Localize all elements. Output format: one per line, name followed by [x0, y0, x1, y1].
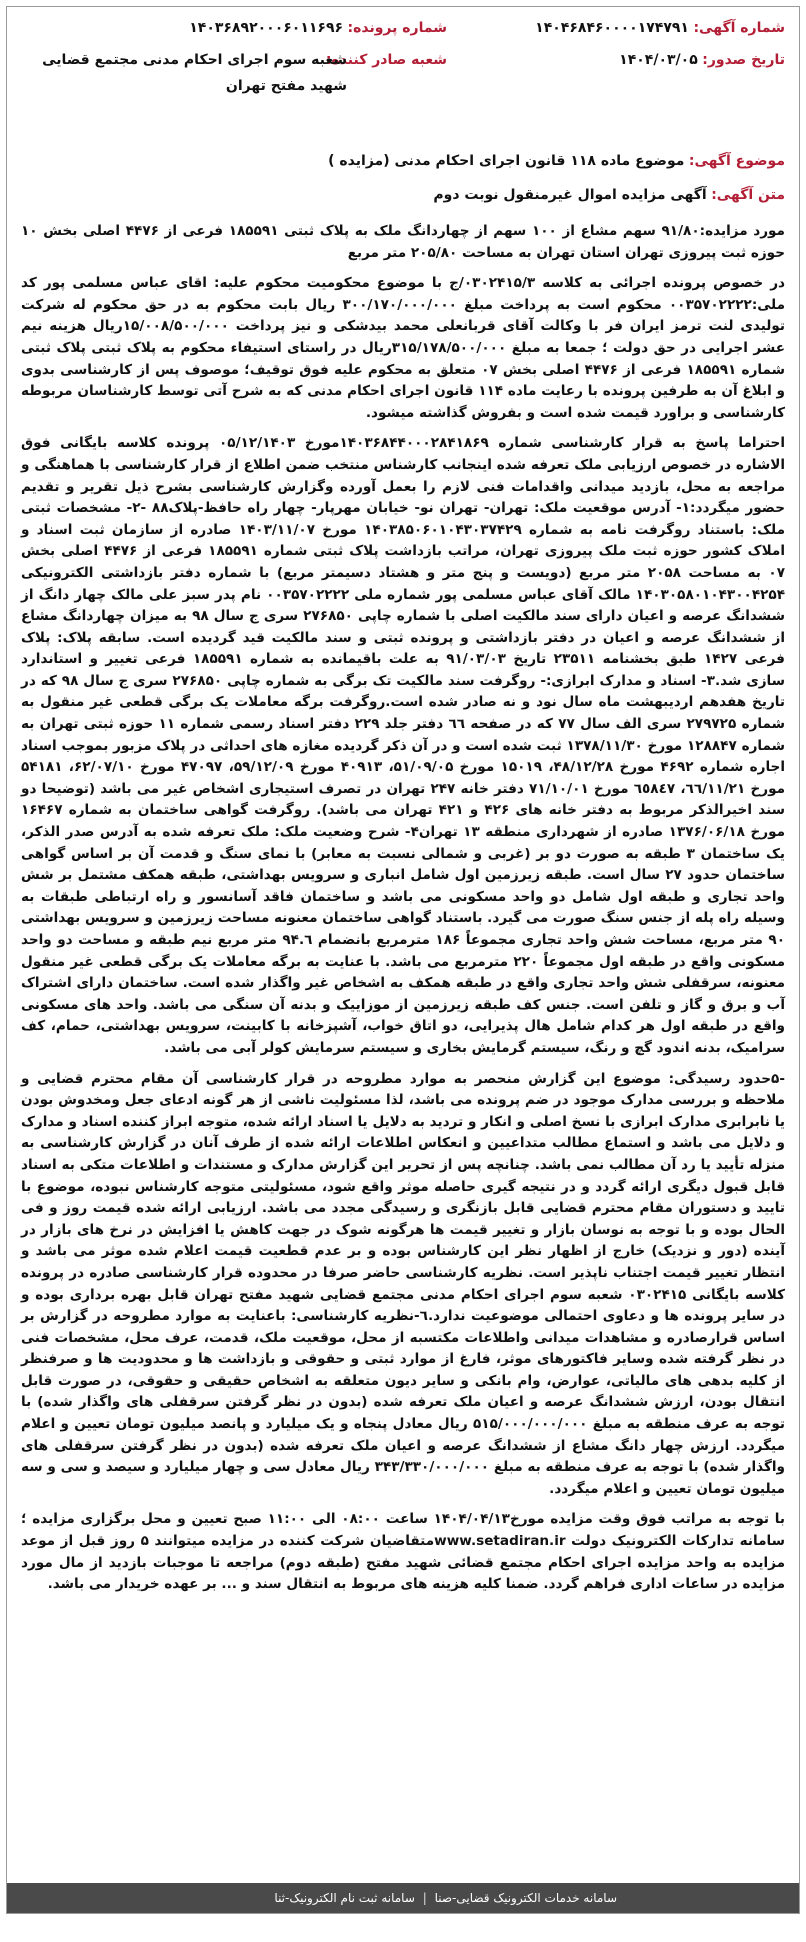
paragraph-expert-opinion: -۵حدود رسیدگی: موضوع این گزارش منحصر به موارد مطروحه در قرار کارشناسی آن مقام محترم قضایی و ملاحظه و بررسی مدارک موجود در ضم پرونده می باشد، لذا مسئولیت ناشی از هر گونه ادعای جعل ومخدوش بودن یا نابرابری مدارک ابرازی با نسخ اصلی و انکار و تردید به دلایل یا اسناد ارائه شده، متوجه ابراز کننده اسناد و مدارک و دلایل می باشد و استماع مطالب متداعیین و انعکاس اطلاعات ارائه شده از طرف آنان در گزارش کارشناسی به منزله تأیید یا رد آن مطالب نمی باشد. چنانچه پس از تحریر این گزارش مدارک و مستندات و اطلاعات متکی به اسناد قابل قبول دیگری ارائه گردد و در نتیجه گیری حاصله موثر واقع شود، مسئولیتی متوجه کارشناس نبوده، موضوع با تایید و دستوران مقام محترم قضایی قابل بازنگری و رسیدگی مجدد می باشد. ارزیابی ارائه شده قیمت روز و فی الحال بوده و با توجه به نوسان بازار و تغییر قیمت ها هرگونه شوک در جهت کاهش یا افزایش در نرخ های بازار در آینده (دور و نزدیک) خارج از اظهار نظر این کارشناس بوده و بر عدم قطعیت قیمت اعلام شده موثر می باشد و انتظار تغییر قیمت اجتناب ناپذیر است. نظریه کارشناسی حاضر صرفا در محدوده قرار کارشناسی صادره در پرونده کلاسه بایگانی ۰۳۰۲۴۱۵ شعبه سوم اجرای احکام مدنی مجتمع قضایی شهید مفتح تهران قابل بهره برداری بوده و در سایر پرونده ها و دعاوی احتمالی موضوعیت ندارد.٦-نظریه کارشناسی: باعنایت به موارد مطروحه در گزارش بر اساس قرارصادره و مشاهدات میدانی واطلاعات مکتسبه از محل، موقعیت ملک، قدمت، عرف محل، مشخصات فنی در نظر گرفته شده وسایر فاکتورهای موثر، فارغ از موارد ثبتی و حقوقی و بازداشت ها و محدودیت ها و صرفنظر از کلیه بدهی های مالیاتی، عوارض، وام بانکی و سایر دیون متعلقه به اشخاص حقیقی و حقوقی، در صورت قابل انتقال بودن، ارزش ششدانگ عرصه و اعیان ملک تعرفه شده (بدون در نظر گرفتن سرقفلی های واگذار شده) با توجه به عرف منطقه به مبلغ ۵۱۵/۰۰۰/۰۰۰/۰۰۰ ریال معادل پنجاه و یک میلیارد و پانصد میلیون تومان تعیین و اعلام میگردد. ارزش چهار دانگ مشاع از ششدانگ عرصه و اعیان ملک تعرفه شده (بدون در نظر گرفتن سرقفلی های واگذار شده) با توجه به عرف منطقه به مبلغ ۳۴۳/۳۳۰/۰۰۰/۰۰۰ ریال معادل سی و چهار میلیارد و سیصد و سی و سه میلیون تومان تعیین و اعلام میگردد.: [21, 1070, 785, 1497]
paragraph-expert-report: احتراما پاسخ به قرار کارشناسی شماره ۱۴۰۳۶۸۴۴۰۰۰۲۸۴۱۸۶۹مورخ ۰۵/۱۲/۱۴۰۳ پرونده کلاسه بایگانی فوق الاشاره در خصوص ارزیابی ملک تعرفه شده اینجانب کارشناس منتخب ضمن اطلاع از قرار کارشناسی با هماهنگی و مراجعه به محل، بازدید میدانی واقدامات فنی لازم را بعمل آورده وگزارش کارشناسی بشرح ذیل تقریر و تقدیم حضور میگردد:۱- آدرس موقعیت ملک: تهران- تهران نو- خیابان مهرپار- چهار راه حافظ-پلاک۸۸ -۲- مشخصات ثبتی ملک: باستناد روگرفت نامه به شماره ۱۴۰۳۸۵۰۶۰۱۰۴۳۰۳۷۴۲۹ مورخ ۱۴۰۳/۱۱/۰۷ صادره از سازمان ثبت اسناد و املاک کشور حوزه ثبت ملک پیروزی تهران، مراتب بازداشت پلاک ثبتی شماره ۱۸۵۵۹۱ فرعی از ۴۴۷۶ اصلی بخش ۰۷ به مساحت ۲۰۵۸ متر مربع (دویست و پنج متر و هشتاد دسیمتر مربع) با شماره دفتر بازداشتی الکترونیکی ۱۴۰۳۰۵۸۰۱۰۴۳۰۰۴۲۵۴ مالک آقای عباس مسلمی پور شماره ملی ۰۰۳۵۷۰۲۲۲۲ نام پدر سبز علی مالک چهار دانگ از ششدانگ عرصه و اعیان دارای سند مالکیت اصلی با شماره چاپی ۲۷۶۸۵۰ سری ج سال ۹۸ به میزان چهاردانگ مشاع از ششدانگ عرصه و اعیان در دفتر بازداشتی و پرونده ثبتی و سند مالکیت قید گردیده است. سابقه پلاک: پلاک فرعی ۱۴۲۷ طبق بخشنامه ۲۳۵۱۱ تاریخ ۹۱/۰۳/۰۳ به علت باقیمانده به شماره ۱۸۵۵۹۱ فرعی تغییر و استاندارد سازی شد.۳- اسناد و مدارک ابرازی:- روگرفت سند مالکیت تک برگی به شماره چاپی ۲۷۶۸۵۰ سری ج سال ۹۸ که در تاریخ هفدهم اردیبهشت ماه سال نود و نه صادر شده است.روگرفت برگه معاملات یک برگی قطعی غیر منقول به شماره ۲۷۹۷۲۵ سری الف سال ۷۷ که در صفحه ٦٦ دفتر جلد ۲۲۹ دفتر اسناد رسمی شماره ۱۱ حوزه ثبتی تهران به شماره ۱۲۸۸۴۷ مورخ ۱۳۷۸/۱۱/۳۰ ثبت شده است و در آن ذکر گردیده مغازه های احداثی در پلاک مزبور بموجب اسناد اجاره شماره ۴۶۹۲ مورخ ۴۸/۱۲/۲۸، ۱۵۰۱۹ مورخ ۵۱/۰۹/۰۵، ۴۰۹۱۳ مورخ ۵۹/۱۲/۰۹، ۴۷۰۹۷ مورخ ۶۲/۰۷/۱۰، ۵۴۱۸۱ مورخ ٦٦/١١/٢١، ٦٥٨٤٧ مورخ ٧١/١٠/٠١ دفتر خانه ۲۴۷ تهران در تصرف استیجاری اشخاص غیر می باشد (توضیحا دو سند اخیرالذکر مربوط به دفتر خانه های ۴۲۶ و ۴۲۱ تهران می باشد). روگرفت گواهی ساختمان به شماره ۱۶۴۶۷ مورخ ۱۳۷۶/۰۶/۱۸ صادره از شهرداری منطقه ۱۳ تهران۴- شرح وضعیت ملک: ملک تعرفه شده به آدرس صدر الذکر، یک ساختمان ۳ طبقه به صورت دو بر (غربی و شمالی نسبت به معابر) با نمای سنگ و قدمت آن بر اساس گواهی ساختمان حدود ۲۷ سال است. طبقه زیرزمین اول شامل انباری و سرویس بهداشتی، طبقه همکف مشتمل بر شش واحد تجاری و طبقه اول شامل دو واحد مسکونی می باشد و ساختمان فاقد آسانسور و راه ارتباطی طبقات به وسیله راه پله از جنس سنگ صورت می گیرد. باستناد گواهی ساختمان معنونه مساحت زیرزمین و سرویس بهداشتی ۹۰ متر مربع، مساحت شش واحد تجاری مجموعاً ۱۸۶ مترمربع بانضمام ۹۴.٦ متر مربع نیم طبقه و مساحت دو واحد مسکونی واقع در طبقه اول مجموعاً ۲۲۰ مترمربع می باشد. با عنایت به برگه معاملات یک برگی قطعی غیر منقول معنونه، سرقفلی شش واحد تجاری واقع در طبقه همکف به اشخاص غیر واگذار شده است. ساختمان دارای اشتراک آب و برق و گاز و تلفن است. جنس کف طبقه زیرزمین از موزاییک و بدنه آن سنگی می باشد. واحد های مسکونی واقع در طبقه اول هر کدام شامل هال پذیرایی، دو اتاق خواب، آشپزخانه با کابینت، سرویس بهداشتی، حمام، کف سرامیک، بدنه اندود گچ و رنگ، سیستم گرمایش بخاری و سیستم سرمایش کولر آبی می باشد.: [21, 435, 786, 1056]
issue-date-row: [619, 51, 785, 69]
issue-date: ۱۴۰۴/۰۳/۰۵: [619, 52, 698, 68]
ad-text-value: آگهی مزایده اموال غیرمنقول نوبت دوم: [433, 187, 707, 203]
case-number: ۱۴۰۳۶۸۹۲۰۰۰۶۰۱۱۶۹۶: [189, 20, 344, 36]
ad-text-label: متن آگهی:: [711, 187, 785, 203]
notice-body: [21, 221, 785, 1605]
footer-separator: |: [422, 1891, 427, 1905]
issuing-branch-row-value: [7, 47, 347, 99]
case-number-row: [189, 19, 447, 37]
footer-link-sana[interactable]: سامانه خدمات الکترونیک قضایی-صنا: [434, 1891, 617, 1905]
paragraph-auction-item: مورد مزایده:۹۱/۸۰ سهم مشاع از ۱۰۰ سهم از چهاردانگ ملک به پلاک ثبتی ۱۸۵۵۹۱ فرعی از ۴۴۷۶ اصلی بخش ۱۰ حوزه ثبت پیروزی تهران استان تهران به مساحت ۲۰۵/۸۰ متر مربع: [21, 223, 785, 261]
ad-number: ۱۴۰۴۶۸۴۶۰۰۰۰۱۷۴۷۹۱: [535, 20, 689, 36]
paragraph-case-details: در خصوص پرونده اجرائی به کلاسه ۰۳۰۲۴۱۵/۳/ج با موضوع محکومیت محکوم علیه: اقای عباس مسلمی پور کد ملی:۰۰۳۵۷۰۲۲۲۲ محکوم است به پرداخت مبلغ ۳۰۰/۱۷۰/۰۰۰/۰۰۰ ریال بابت محکوم به در حق محکوم له شرکت تولیدی لنت ترمز ایران فر با وکالت آقای قربانعلی محمد بیدشکی و نیز پرداخت ۱۵/۰۰۸/۵۰۰/۰۰۰ریال هزینه نیم عشر اجرایی در حق دولت ؛ جمعا به مبلغ ۳۱۵/۱۷۸/۵۰۰/۰۰۰ریال در راستای استیفاء محکوم به پلاک ثبتی پلاک ثبتی شماره ۱۸۵۵۹۱ فرعی از ۴۴۷۶ اصلی بخش ۰۷ متعلق به محکوم علیه فوق توقیف؛ موصوف پس از کارشناسی بدوی و ابلاغ آن به طرفین پرونده با رعایت ماده ۱۱۴ قانون اجرای احکام مدنی که به شرح آتی توسط کارشناسان مربوطه کارشناسی و براورد قیمت شده است و بفروش گذاشته میشود.: [21, 275, 786, 421]
paragraph-auction-schedule: با توجه به مراتب فوق وقت مزایده مورخ۱۴۰۴/۰۴/۱۳ ساعت ۰۸:۰۰ الی ۱۱:۰۰ صبح تعیین و محل برگزاری مزایده ؛سامانه تدارکات الکترونیک دولت www.setadiran.irمتقاضیان شرکت کننده در مزایده میتوانند ۵ روز قبل از موعد مزایده به واحد مزایده اجرای احکام مجتمع قضائی شهید مفتح (طبقه دوم) مراجعه تا موجبات بازدید از مال مورد مزایده در ساعات اداری فراهم گردد. ضمنا کلیه هزینه های مربوط به انتقال سند و ... بر عهده خریدار می باشد.: [21, 1511, 785, 1593]
issuing-branch: شعبه سوم اجرای احکام مدنی مجتمع قضایی شهید مفتح تهران: [42, 52, 347, 94]
subject-row: [328, 153, 785, 169]
footer-bar: [7, 1883, 799, 1913]
subject-value: موضوع ماده ۱۱۸ قانون اجرای احکام مدنی (مزایده ): [328, 153, 685, 169]
case-number-label: شماره پرونده:: [347, 20, 447, 36]
ad-text-row: [433, 187, 785, 203]
ad-number-label: شماره آگهی:: [693, 20, 785, 36]
notice-page: [6, 6, 800, 1914]
ad-number-row: [535, 19, 785, 37]
subject-label: موضوع آگهی:: [688, 153, 785, 169]
issue-date-label: تاریخ صدور:: [702, 52, 785, 68]
issuing-branch-label: شعبه صادر کننده:: [325, 52, 447, 68]
footer-link-thana[interactable]: سامانه ثبت نام الکترونیک-ثنا: [274, 1891, 415, 1905]
